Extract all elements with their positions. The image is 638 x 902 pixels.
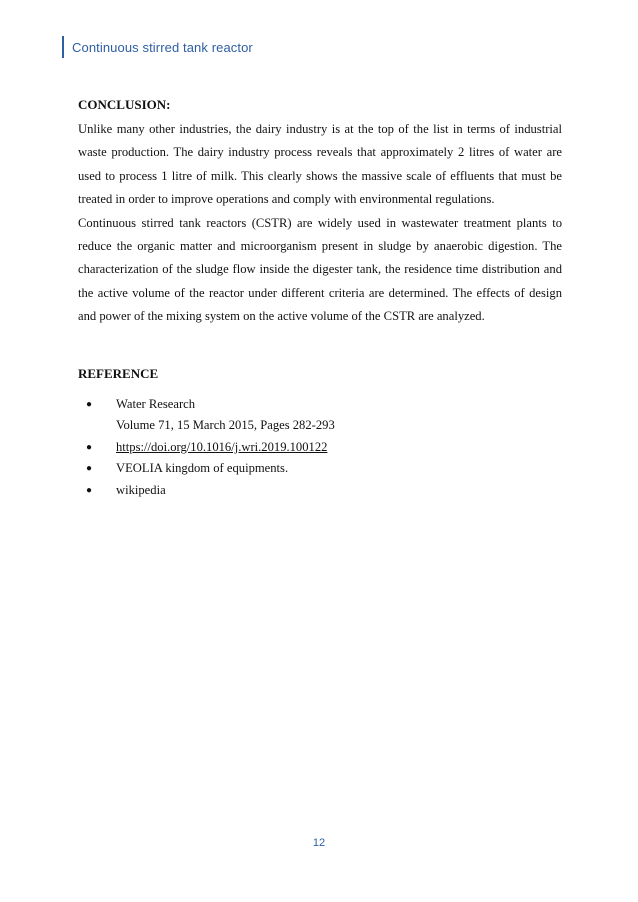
conclusion-section	[78, 96, 562, 329]
bullet-icon: ●	[86, 398, 93, 410]
reference-item-detail: Volume 71, 15 March 2015, Pages 282-293	[116, 418, 335, 433]
reference-item	[78, 394, 562, 437]
header-accent-bar	[62, 36, 64, 58]
conclusion-heading: CONCLUSION:	[78, 97, 171, 112]
page-header	[62, 36, 253, 58]
bullet-icon: ●	[86, 441, 93, 453]
bullet-icon: ●	[86, 463, 93, 475]
reference-item-text: VEOLIA kingdom of equipments.	[116, 461, 289, 476]
reference-section	[78, 365, 562, 502]
document-body	[78, 96, 562, 501]
bullet-icon: ●	[86, 484, 93, 496]
reference-item-title: Water Research	[116, 396, 196, 411]
reference-item	[78, 480, 562, 502]
reference-item-text: wikipedia	[116, 482, 166, 497]
conclusion-paragraph-1: Unlike many other industries, the dairy industry is at the top of the list in terms of industrial waste production. The dairy industry process reveals that approximately 2 litres of water are used to process 1 litre of milk. This clearly shows the massive scale of effluents that must be treated in order to improve operations and comply with environmental regulations.	[78, 122, 562, 207]
reference-item	[78, 437, 562, 459]
page-number: 12	[312, 837, 326, 849]
reference-doi-link[interactable]: https://doi.org/10.1016/j.wri.2019.100122	[116, 439, 328, 454]
reference-heading: REFERENCE	[78, 365, 159, 381]
header-title: Continuous stirred tank reactor	[72, 39, 253, 55]
conclusion-paragraph-2: Continuous stirred tank reactors (CSTR) are widely used in wastewater treatment plants to reduce the organic matter and microorganism present in sludge by anaerobic digestion. The characterization of the sludge flow inside the digester tank, the residence time distribution and the active volume of the reactor under different criteria are determined. The effects of design and power of the mixing system on the active volume of the CSTR are analyzed.	[78, 215, 562, 324]
reference-item	[78, 458, 562, 480]
reference-list	[78, 394, 562, 502]
